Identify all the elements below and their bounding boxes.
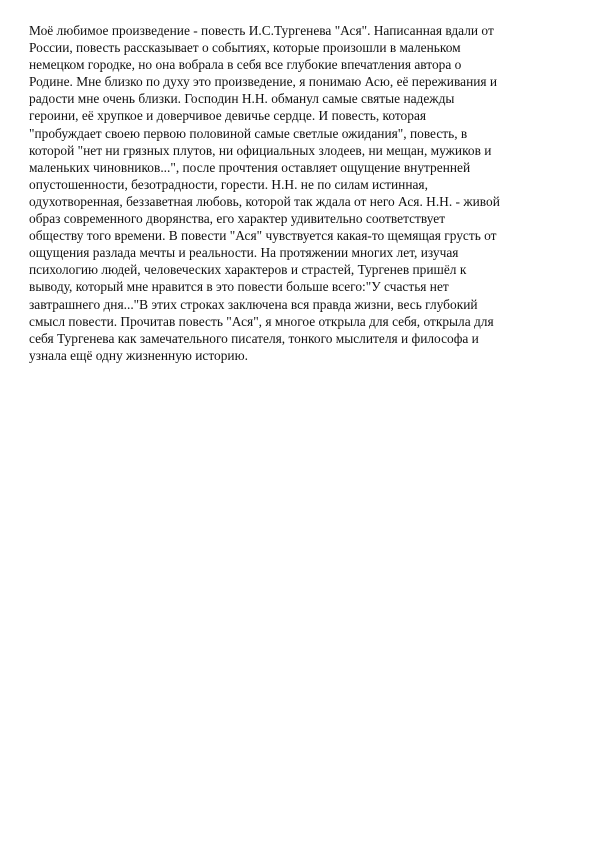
essay-paragraph xyxy=(29,22,574,364)
text-line: которой "нет ни грязных плутов, ни официальных злодеев, ни мещан, мужиков и xyxy=(29,142,492,158)
text-line: выводу, который мне нравится в это повести больше всего:"У счастья нет xyxy=(29,279,449,295)
text-line: Моё любимое произведение - повесть И.С.Тургенева "Ася". Написанная вдали от xyxy=(29,23,494,38)
text-line: "пробуждает своею первою половиной самые светлые ожидания", повесть, в xyxy=(29,125,468,141)
text-line: Родине. Мне близко по духу это произведение, я понимаю Асю, её переживания и xyxy=(29,74,498,90)
text-line: опустошенности, безотрадности, горести. Н.Н. не по силам истинная, xyxy=(29,176,428,192)
text-line: России, повесть рассказывает о событиях, которые произошли в маленьком xyxy=(29,40,461,56)
text-line: узнала ещё одну жизненную историю. xyxy=(29,347,248,363)
text-line: психологию людей, человеческих характеров и страстей, Тургенев пришёл к xyxy=(29,262,467,278)
text-line: смысл повести. Прочитав повесть "Ася", я многое открыла для себя, открыла для xyxy=(29,313,494,329)
text-line: завтрашнего дня..."В этих строках заключена вся правда жизни, весь глубокий xyxy=(29,296,478,312)
text-line: немецком городке, но она вобрала в себя все глубокие впечатления автора о xyxy=(29,57,462,73)
text-line: маленьких чиновников...", после прочтения оставляет ощущение внутренней xyxy=(29,159,471,175)
text-line: образ современного дворянства, его характер удивительно соответствует xyxy=(29,211,446,227)
text-line: радости мне очень близки. Господин Н.Н. обманул самые святые надежды xyxy=(29,91,455,107)
text-line: себя Тургенева как замечательного писателя, тонкого мыслителя и философа и xyxy=(29,330,479,346)
text-line: одухотворенная, беззаветная любовь, которой так ждала от него Ася. Н.Н. - живой xyxy=(29,193,500,209)
text-line: героини, её хрупкое и доверчивое девичье сердце. И повесть, которая xyxy=(29,108,427,124)
text-line: ощущения разлада мечты и реальности. На протяжении многих лет, изучая xyxy=(29,245,459,261)
text-line: обществу того времени. В повести "Ася" чувствуется какая-то щемящая грусть от xyxy=(29,228,497,244)
